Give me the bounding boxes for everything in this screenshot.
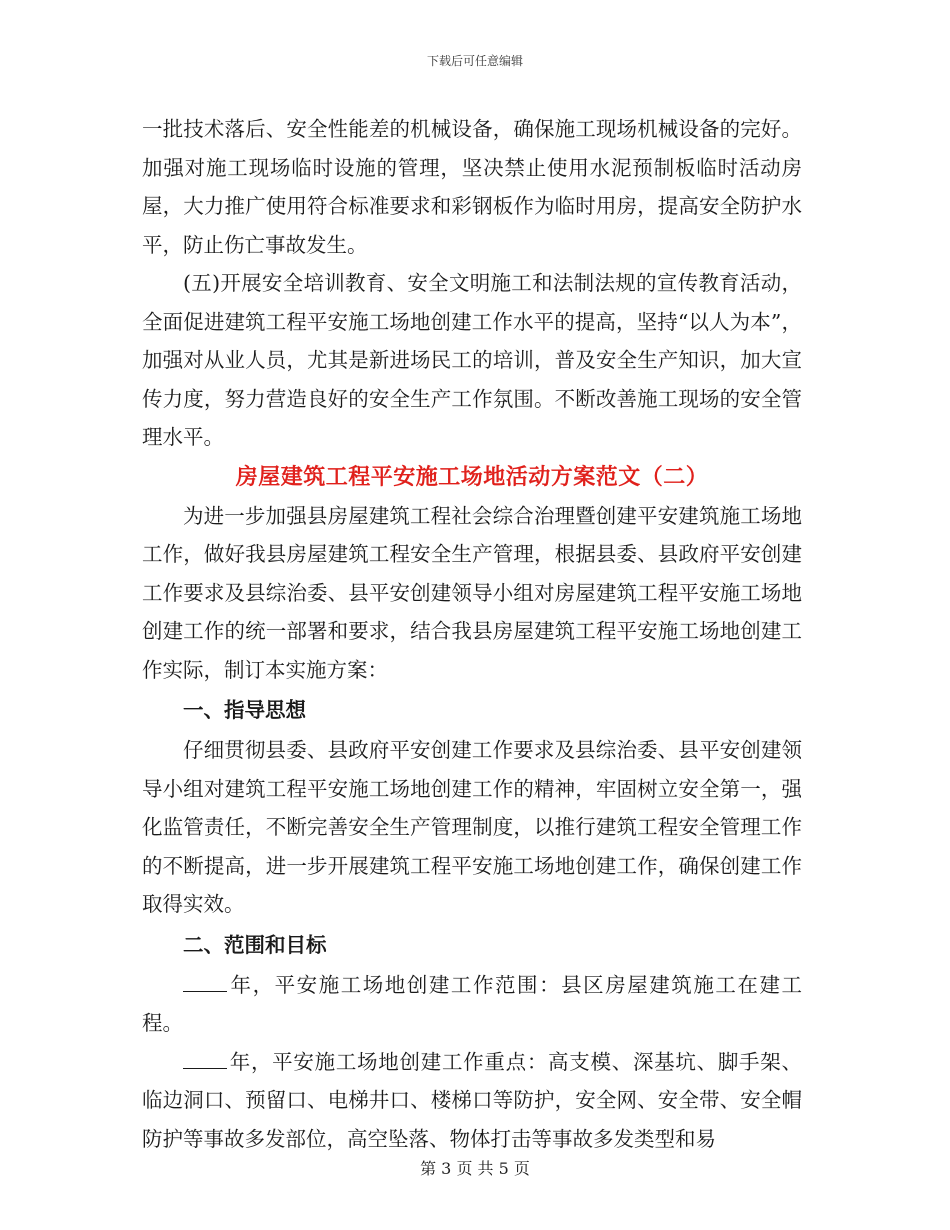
paragraph-4: 仔细贯彻县委、县政府平安创建工作要求及县综治委、县平安创建领导小组对建筑工程平安施工场地创建工作的精神，牢固树立安全第一，强化监管责任，不断完善安全生产管理制度，以推行建筑工程安全管理工作的不断提高，进一步开展建筑工程平安施工场地创建工作，确保创建工作取得实效。 [142, 738, 802, 916]
paragraph-6 [142, 1043, 802, 1159]
paragraph-1: 一批技术落后、安全性能差的机械设备，确保施工现场机械设备的完好。加强对施工现场临时设施的管理，坚决禁止使用水泥预制板临时活动房屋，大力推广使用符合标准要求和彩钢板作为临时用房，提高安全防护水平，防止伤亡事故发生。 [142, 117, 802, 257]
section-title: 房屋建筑工程平安施工场地活动方案范文（二） [235, 463, 709, 490]
year-blank [183, 1046, 227, 1069]
paragraph-2: (五)开展安全培训教育、安全文明施工和法制法规的宣传教育活动，全面促进建筑工程平安施工场地创建工作水平的提高，坚持“以人为本”，加强对从业人员，尤其是新进场民工的培训，普及安全生产知识，加大宣传力度，努力营造良好的安全生产工作氛围。不断改善施工现场的安全管理水平。 [142, 271, 802, 449]
document-body [142, 110, 802, 1158]
heading-guiding-thought: 一、指导思想 [183, 698, 306, 722]
paragraph-6-text: 年，平安施工场地创建工作重点：高支模、深基坑、脚手架、临边洞口、预留口、电梯井口、楼梯口等防护，安全网、安全带、安全帽防护等事故多发部位，高空坠落、物体打击等事故多发类型和易 [142, 1049, 802, 1151]
paragraph-5 [142, 966, 802, 1043]
heading-scope-and-goals: 二、范围和目标 [183, 932, 327, 957]
page-footer: 第 3 页 共 5 页 [420, 1159, 530, 1178]
paragraph-3: 为进一步加强县房屋建筑工程社会综合治理暨创建平安建筑施工场地工作，做好我县房屋建筑工程安全生产管理，根据县委、县政府平安创建工作要求及县综治委、县平安创建领导小组对房屋建筑工程平安施工场地创建工作的统一部署和要求，结合我县房屋建筑工程平安施工场地创建工作实际，制订本实施方案： [142, 503, 802, 682]
paragraph-5-text: 年，平安施工场地创建工作范围：县区房屋建筑施工在建工程。 [142, 972, 802, 1035]
page-header: 下载后可任意编辑 [426, 54, 523, 68]
year-blank [183, 969, 227, 992]
